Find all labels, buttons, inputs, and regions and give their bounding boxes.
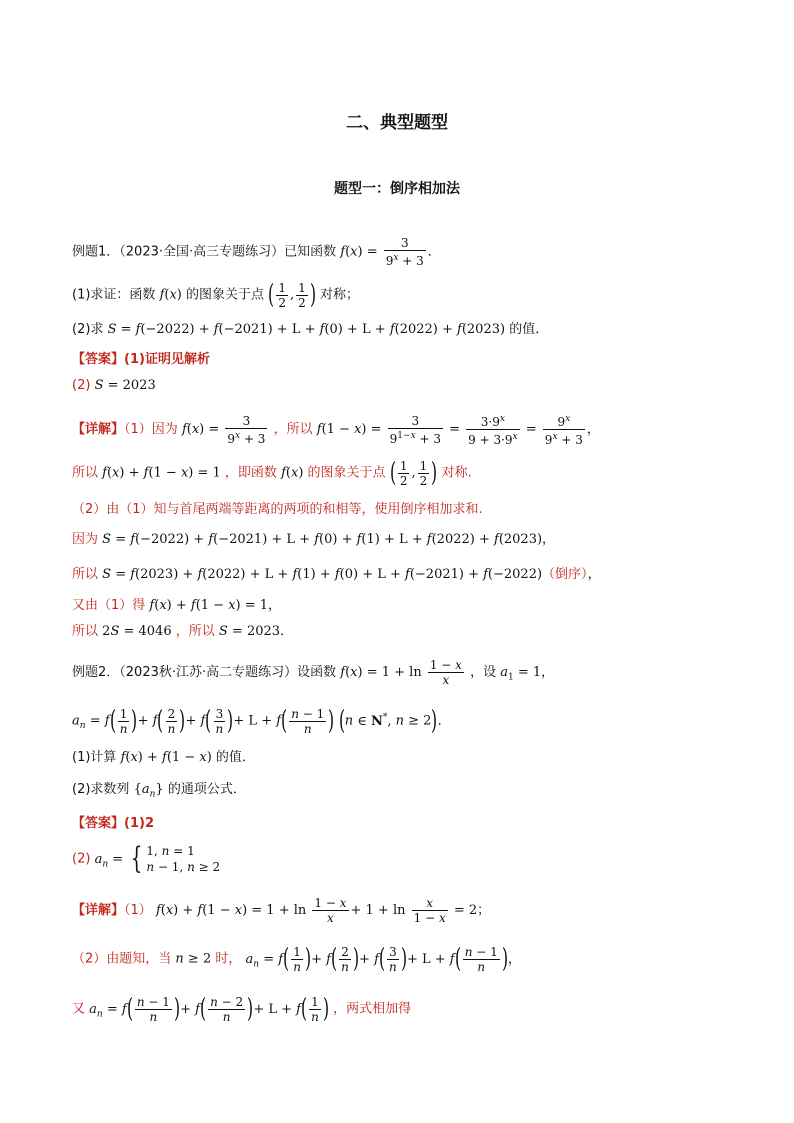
ex1-detail-4: 因为 S = f(−2022) + f(−2021) + L + f(0) + f(1) + L + f(2022) + f(2023)， — [72, 532, 556, 547]
ex2-detail-2: （2）由题知，当 n ≥ 2 时， $a_n = f$( $\frac{1}{n}$ )+ f( $\frac{2}{n}$ )+ f( $\frac{3}{n}$ )+ L + f( $\frac{n - 1}{n}$ )， — [72, 944, 521, 974]
ex1-statement: 例题1．（2023·全国·高三专题练习）已知函数 f(x) = $\frac{3}{9^x + 3}$ ． — [72, 236, 441, 268]
ex1-detail-7: 所以 2S = 4046 ，所以 S = 2023． — [72, 624, 294, 639]
ex2-detail-1: 【详解】（1） f(x) + f(1 − x) = 1 + ln $\frac{1 - x}{x}$ + 1 + ln $\frac{x}{1 - x}$ = 2； — [72, 896, 491, 925]
ex2-answer-1: 【答案】(1)2 — [72, 816, 154, 831]
ex2-answer-2: (2) $a_n$ = { 1, n = 1 n − 1, n ≥ 2 — [72, 841, 221, 876]
ex2-question-1: (1)计算 f(x) + f(1 − x) 的值． — [72, 750, 255, 765]
ex2-question-2: (2)求数列 $\{a_n\}$ 的通项公式． — [72, 782, 246, 800]
ex1-detail-1: 【详解】（1）因为 f(x) = $\frac{3}{9^x + 3}$ ，所以 f(1 − x) = $\frac{3}{9^{1-x} + 3}$ = $\frac{3\cdot 9^x}{9 + 3\cdot 9^x}$ = $\frac{9^x}{9^x + 3}$ ， — [72, 413, 600, 447]
ex1-question-1: (1)求证：函数 f(x) 的图象关于点 ( $\frac{1}{2}$ , $\frac{1}{2}$ ) 对称； — [72, 280, 360, 310]
ex1-detail-2: 所以 f(x) + f(1 − x) = 1 ，即函数 f(x) 的图象关于点 ( $\frac{1}{2}$ , $\frac{1}{2}$ ) 对称. — [72, 458, 472, 488]
section-subtitle: 题型一：倒序相加法 — [334, 181, 460, 197]
ex1-answer-1: 【答案】(1)证明见解析 — [72, 352, 210, 367]
ex2-statement: 例题2．（2023秋·江苏·高二专题练习）设函数 f(x) = 1 + ln $\frac{1 - x}{x}$ ，设 $a_1 = 1$， — [72, 658, 555, 687]
ex1-answer-2: (2) S = 2023 — [72, 378, 156, 393]
ex2-sequence: $a_n = f$( $\frac{1}{n}$ )+ f( $\frac{2}{n}$ )+ f( $\frac{3}{n}$ )+ L + f( $\frac{n - 1}{n}$ ) (n ∈ N*, n ≥ 2)． — [72, 706, 451, 736]
ex1-question-2: (2)求 S = f(−2022) + f(−2021) + L + f(0) + L + f(2022) + f(2023) 的值． — [72, 322, 549, 337]
ex1-detail-3: （2）由（1）知与首尾两端等距离的两项的和相等，使用倒序相加求和. — [72, 502, 483, 517]
section-title: 二、典型题型 — [346, 113, 448, 133]
ex1-detail-6: 又由（1）得 f(x) + f(1 − x) = 1， — [72, 598, 282, 613]
ex1-detail-5: 所以 S = f(2023) + f(2022) + L + f(1) + f(0) + L + f(−2021) + f(−2022)（倒序）， — [72, 567, 601, 582]
ex2-detail-3: 又 $a_n = f$( $\frac{n - 1}{n}$ )+ f( $\frac{n - 2}{n}$ )+ L + f( $\frac{1}{n}$ ) ，两式相加得 — [72, 994, 412, 1024]
